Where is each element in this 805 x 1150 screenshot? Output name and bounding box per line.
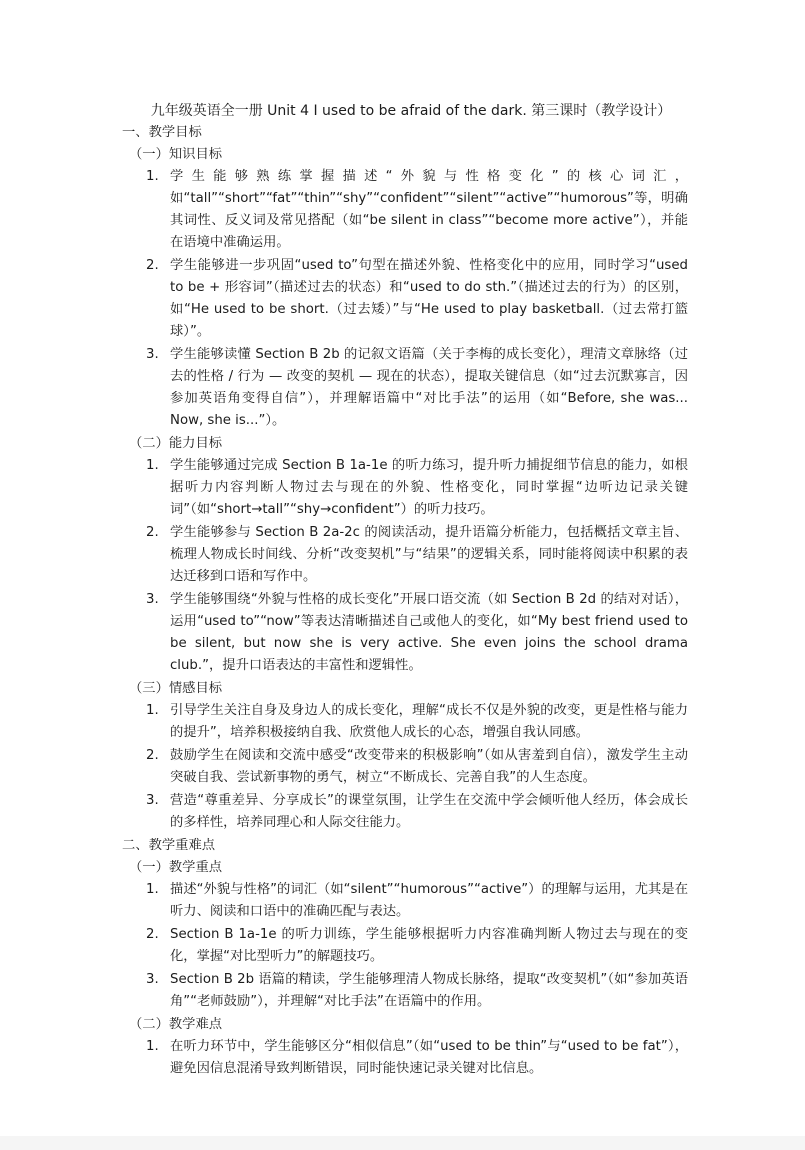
list-item-number: 3. xyxy=(146,592,159,607)
objective-list xyxy=(122,1036,688,1080)
list-item xyxy=(122,455,688,521)
list-item xyxy=(122,924,688,968)
list-item-text: 学生能够进一步巩固“used to”句型在描述外貌、性格变化中的应用，同时学习“used to be + 形容词”（描述过去的状态）和“used to do sth.”（描述过去的行为）的区别，如“He used to be short.（过去矮）”与“He used to play basketball.（过去常打篮球）”。 xyxy=(170,258,688,339)
list-item xyxy=(122,589,688,677)
list-item-text: 学生能够通过完成 Section B 1a-1e 的听力练习，提升听力捕捉细节信息的能力，如根据听力内容判断人物过去与现在的外貌、性格变化，同时掌握“边听边记录关键词”（如“short→tall”“shy→confident”）的听力技巧。 xyxy=(170,458,688,517)
list-item xyxy=(122,255,688,343)
list-item-number: 1. xyxy=(146,882,159,897)
subsection-heading: （一）知识目标 xyxy=(129,147,223,162)
objective-list xyxy=(122,879,688,1013)
list-item-text: 学生能够参与 Section B 2a-2c 的阅读活动，提升语篇分析能力，包括概括文章主旨、梳理人物成长时间线、分析“改变契机”与“结果”的逻辑关系，同时能将阅读中积累的表达迁移到口语和写作中。 xyxy=(170,525,688,584)
section-heading: 二、教学重难点 xyxy=(122,838,216,853)
list-item xyxy=(122,344,688,432)
subsection-heading: （一）教学重点 xyxy=(129,860,223,875)
list-item xyxy=(122,969,688,1013)
list-item-text: 描述“外貌与性格”的词汇（如“silent”“humorous”“active”）的理解与运用，尤其是在听力、阅读和口语中的准确匹配与表达。 xyxy=(170,882,688,919)
list-item-number: 1. xyxy=(146,1039,159,1054)
list-item-number: 2. xyxy=(146,927,159,942)
list-item xyxy=(122,522,688,588)
list-item-number: 1. xyxy=(146,169,159,184)
list-item-text: 鼓励学生在阅读和交流中感受“改变带来的积极影响”（如从害羞到自信），激发学生主动突破自我、尝试新事物的勇气，树立“不断成长、完善自我”的人生态度。 xyxy=(170,748,688,785)
list-item-text: 在听力环节中，学生能够区分“相似信息”（如“used to be thin”与“used to be fat”），避免因信息混淆导致判断错误，同时能快速记录关键对比信息。 xyxy=(170,1039,688,1076)
page-bottom-edge xyxy=(0,1136,805,1150)
list-item-text: Section B 2b 语篇的精读，学生能够理清人物成长脉络，提取“改变契机”（如“参加英语角”“老师鼓励”），并理解“对比手法”在语篇中的作用。 xyxy=(170,972,688,1009)
list-item-text: 引导学生关注自身及身边人的成长变化，理解“成长不仅是外貌的改变，更是性格与能力的提升”，培养积极接纳自我、欣赏他人成长的心态，增强自我认同感。 xyxy=(170,703,688,740)
objective-list xyxy=(122,166,688,432)
section-heading: 一、教学目标 xyxy=(122,125,202,140)
list-item xyxy=(122,879,688,923)
list-item-text: 学生能够读懂 Section B 2b 的记叙文语篇（关于李梅的成长变化），理清文章脉络（过去的性格 / 行为 — 改变的契机 — 现在的状态），提取关键信息（如“过去沉默寡言，因参加英语角变得自信”），并理解语篇中“对比手法”的运用（如“Before, she was... Now, she is...”）。 xyxy=(170,347,688,428)
objective-list xyxy=(122,700,688,834)
list-item-number: 2. xyxy=(146,525,159,540)
list-item xyxy=(122,700,688,744)
objective-list xyxy=(122,455,688,677)
lesson-plan-body xyxy=(122,100,688,1081)
subsection-heading: （二）能力目标 xyxy=(129,436,223,451)
list-item xyxy=(122,745,688,789)
list-item-number: 3. xyxy=(146,972,159,987)
list-item xyxy=(122,1036,688,1080)
list-item-number: 3. xyxy=(146,347,159,362)
list-item xyxy=(122,166,688,254)
subsection-heading: （二）教学难点 xyxy=(129,1017,223,1032)
list-item-text: 学生能够熟练掌握描述“外貌与性格变化”的核心词汇，如“tall”“short”“fat”“thin”“shy”“confident”“silent”“active”“humorous”等，明确其词性、反义词及常见搭配（如“be silent in class”“become more active”），并能在语境中准确运用。 xyxy=(170,169,688,250)
list-item xyxy=(122,790,688,834)
list-item-number: 1. xyxy=(146,458,159,473)
list-item-number: 2. xyxy=(146,748,159,763)
list-item-text: Section B 1a-1e 的听力训练，学生能够根据听力内容准确判断人物过去与现在的变化，掌握“对比型听力”的解题技巧。 xyxy=(170,927,688,964)
subsection-heading: （三）情感目标 xyxy=(129,681,223,696)
list-item-number: 2. xyxy=(146,258,159,273)
document-title: 九年级英语全一册 Unit 4 I used to be afraid of the dark. 第三课时（教学设计） xyxy=(150,103,672,119)
list-item-text: 营造“尊重差异、分享成长”的课堂氛围，让学生在交流中学会倾听他人经历，体会成长的多样性，培养同理心和人际交往能力。 xyxy=(170,793,688,830)
list-item-text: 学生能够围绕“外貌与性格的成长变化”开展口语交流（如 Section B 2d 的结对对话），运用“used to”“now”等表达清晰描述自己或他人的变化，如“My best friend used to be silent, but now she is very active. She even joins the school drama club.”，提升口语表达的丰富性和逻辑性。 xyxy=(170,592,688,673)
list-item-number: 1. xyxy=(146,703,159,718)
list-item-number: 3. xyxy=(146,793,159,808)
